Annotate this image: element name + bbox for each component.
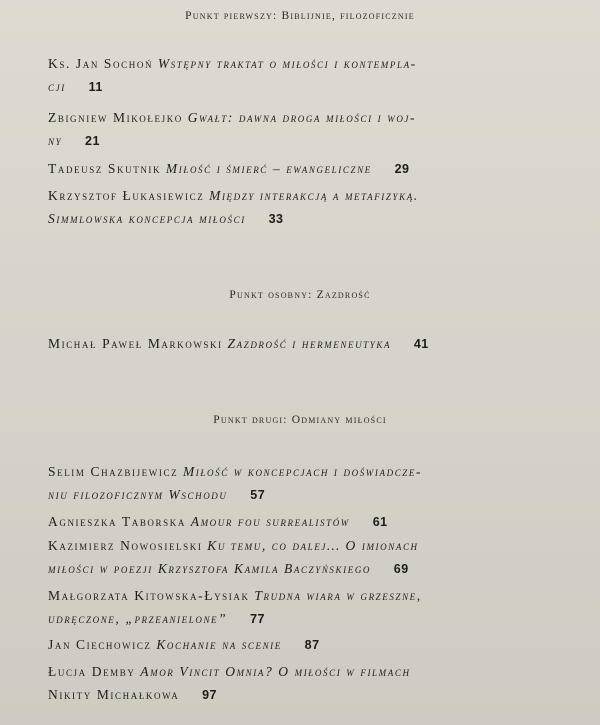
- entry-line: [48, 207, 558, 230]
- entry-title: niu filozoficznym Wschodu: [48, 487, 228, 502]
- entry-line: [48, 157, 558, 180]
- entry-title: Simmlowska koncepcja miłości: [48, 211, 246, 226]
- section-title-2: Punkt osobny: Zazdrość: [229, 289, 371, 301]
- entry-line: [48, 75, 558, 98]
- entry-page-number: 87: [304, 638, 320, 652]
- toc-entry: [48, 584, 558, 630]
- entry-title: Ku temu, co dalej… O imionach: [207, 538, 419, 553]
- toc-entry: [48, 534, 558, 580]
- entry-page-number: 57: [250, 488, 266, 502]
- entry-line: [48, 510, 558, 533]
- entry-title: Gwałt: dawna droga miłości i woj-: [187, 110, 417, 125]
- entry-line: [48, 52, 558, 75]
- entry-page-number: 69: [393, 562, 409, 576]
- entry-author: Agnieszka Taborska: [48, 514, 186, 529]
- entry-line: [48, 607, 558, 630]
- entry-title: Wstępny traktat o miłości i kontempla-: [157, 56, 417, 71]
- entry-page-number: 97: [202, 688, 217, 702]
- entry-author: Krzysztof Łukasiewicz: [48, 188, 205, 203]
- entry-page-number: 33: [268, 212, 284, 226]
- entry-line: [48, 106, 558, 129]
- entry-author: Ks. Jan Sochoń: [48, 56, 154, 71]
- entry-author: Selim Chazbijewicz: [48, 464, 179, 479]
- toc-entry: [48, 52, 558, 98]
- toc-entry: [48, 633, 558, 656]
- entry-line: [48, 633, 558, 656]
- entry-page-number: 41: [413, 337, 429, 351]
- entry-title: udręczone, „przeanielone”: [48, 611, 228, 626]
- entry-line: [48, 557, 558, 580]
- entry-line: [48, 584, 558, 607]
- entry-title: Miłość i śmierć – ewangeliczne: [165, 161, 372, 176]
- entry-page-number: 29: [394, 162, 410, 176]
- entry-title: Kochanie na scenie: [156, 637, 282, 652]
- entry-page-number: 61: [372, 515, 388, 529]
- entry-title: ny: [48, 133, 63, 148]
- entry-author: Tadeusz Skutnik: [48, 161, 162, 176]
- entry-title: cji: [48, 79, 66, 94]
- entry-line: [48, 460, 558, 483]
- entry-author: Zbigniew Mikołejko: [48, 110, 183, 125]
- entry-title: Amor Vincit Omnia? O miłości w filmach: [140, 664, 411, 679]
- toc-entry: [48, 332, 558, 355]
- entry-line: [48, 534, 558, 557]
- entry-title: miłości w poezji Krzysztofa Kamila Baczyńskiego: [48, 561, 372, 576]
- entry-line: [48, 129, 558, 152]
- entry-page-number: 77: [250, 612, 265, 626]
- entry-author: Łucja Demby: [48, 664, 136, 679]
- entry-line: [48, 184, 558, 207]
- toc-entry: [48, 660, 558, 706]
- entry-line: [48, 332, 558, 355]
- entry-title: Trudna wiara w grzeszne,: [254, 588, 422, 603]
- section-title-3: Punkt drugi: Odmiany miłości: [213, 414, 387, 426]
- entry-page-number: 11: [88, 80, 103, 94]
- entry-author: Jan Ciechowicz: [48, 637, 152, 652]
- entry-title: Między interakcją a metafizyką.: [209, 188, 419, 203]
- toc-entry: [48, 184, 558, 230]
- entry-line: [48, 683, 558, 706]
- entry-author: Nikity Michałkowa: [48, 687, 180, 702]
- entry-title: Zazdrość i hermeneutyka: [227, 336, 392, 351]
- entry-author: Michał Paweł Markowski: [48, 336, 223, 351]
- entry-line: [48, 483, 558, 506]
- entry-author: Kazimierz Nowosielski: [48, 538, 203, 553]
- section-title-1: Punkt pierwszy: Biblijnie, filozoficznie: [185, 10, 415, 22]
- toc-entry: [48, 510, 558, 533]
- entry-page-number: 21: [85, 134, 100, 148]
- toc-entry: [48, 106, 558, 152]
- toc-entry: [48, 157, 558, 180]
- entry-title: Amour fou surrealistów: [190, 514, 350, 529]
- entry-author: Małgorzata Kitowska-Łysiak: [48, 588, 250, 603]
- entry-title: Miłość w koncepcjach i doświadcze-: [182, 464, 423, 479]
- toc-entry: [48, 460, 558, 506]
- entry-line: [48, 660, 558, 683]
